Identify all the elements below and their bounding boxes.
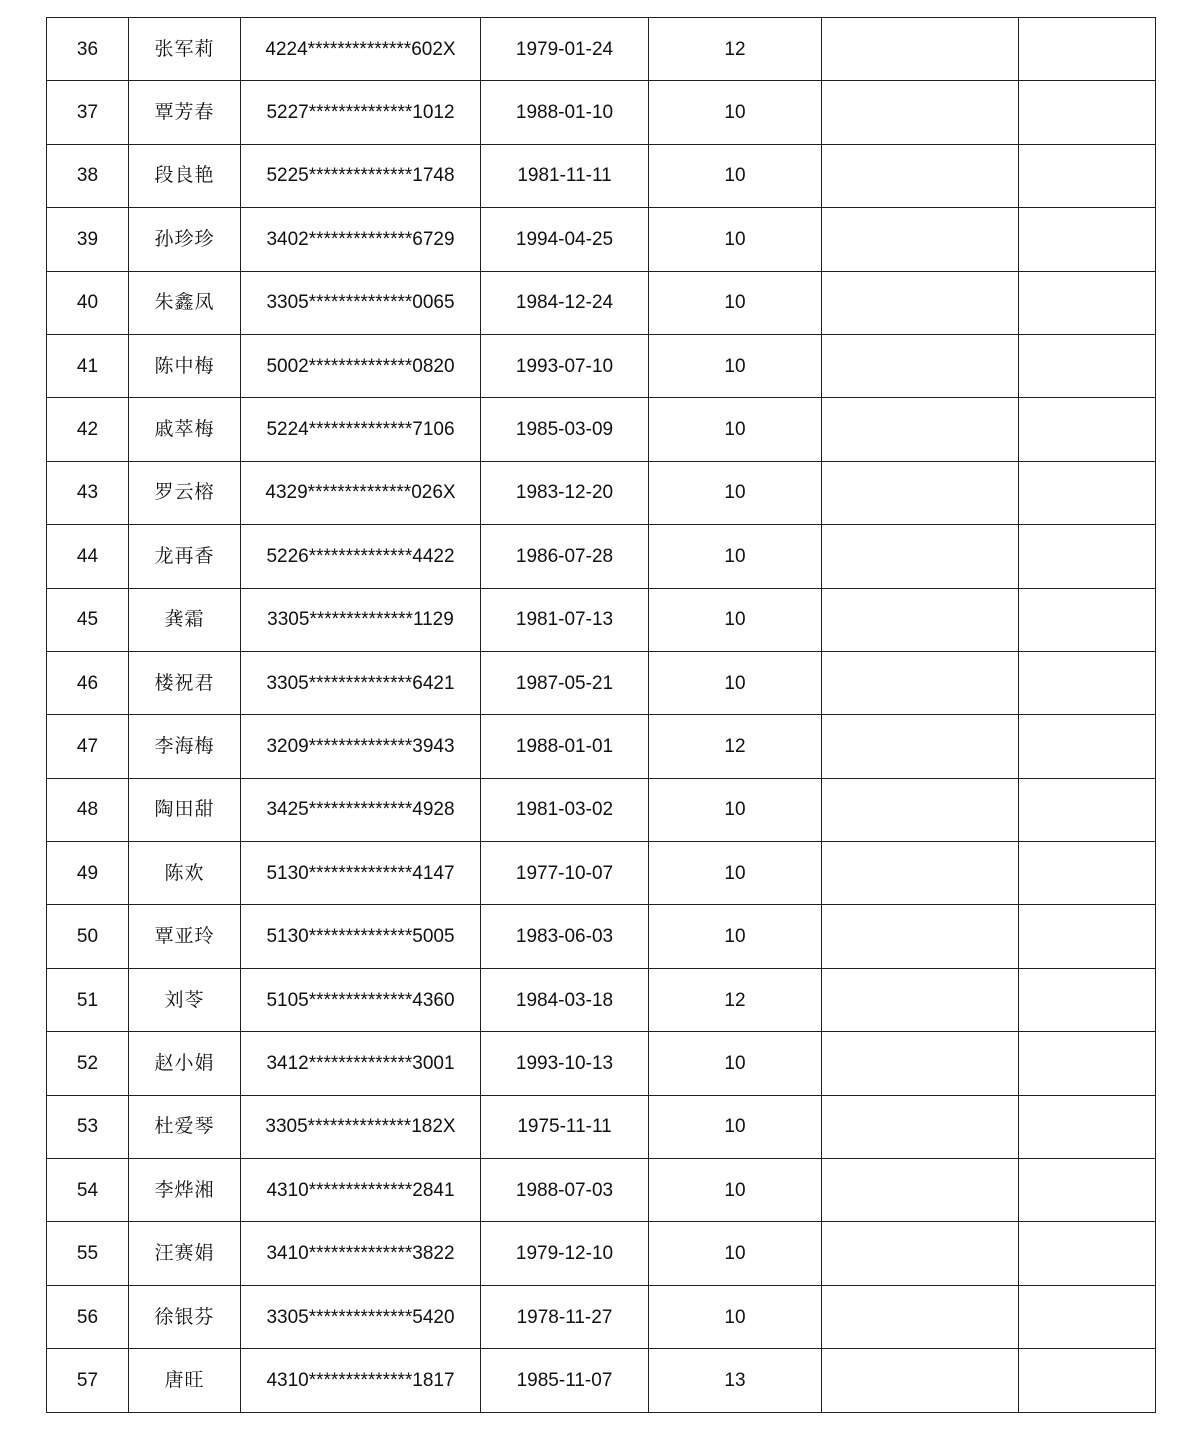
birth-date-cell: 1988-01-01 [481,715,649,778]
table-row [47,18,1156,81]
name-cell: 李烨湘 [129,1159,241,1222]
row-number-cell: 54 [47,1159,129,1222]
blank-cell [1019,905,1156,968]
table-row [47,778,1156,841]
value-cell: 10 [649,1159,822,1222]
blank-cell [1019,271,1156,334]
name-cell: 陶田甜 [129,778,241,841]
blank-cell [1019,968,1156,1031]
name-cell: 朱鑫凤 [129,271,241,334]
id-number-cell: 3305**************182X [241,1095,481,1158]
birth-date-cell: 1978-11-27 [481,1285,649,1348]
blank-cell [1019,778,1156,841]
row-number-cell: 51 [47,968,129,1031]
name-cell: 刘苓 [129,968,241,1031]
row-number-cell: 55 [47,1222,129,1285]
row-number-cell: 39 [47,208,129,271]
row-number-cell: 38 [47,144,129,207]
name-cell: 龙再香 [129,525,241,588]
id-number-cell: 5130**************4147 [241,842,481,905]
blank-cell [1019,1222,1156,1285]
name-cell: 孙珍珍 [129,208,241,271]
name-cell: 龚霜 [129,588,241,651]
id-number-cell: 5226**************4422 [241,525,481,588]
birth-date-cell: 1993-07-10 [481,334,649,397]
blank-cell [822,651,1019,714]
table-row [47,842,1156,905]
id-number-cell: 3305**************1129 [241,588,481,651]
blank-cell [1019,1159,1156,1222]
birth-date-cell: 1984-03-18 [481,968,649,1031]
row-number-cell: 46 [47,651,129,714]
blank-cell [822,968,1019,1031]
table-row [47,398,1156,461]
name-cell: 段良艳 [129,144,241,207]
id-number-cell: 5225**************1748 [241,144,481,207]
birth-date-cell: 1985-11-07 [481,1349,649,1412]
id-number-cell: 5224**************7106 [241,398,481,461]
id-number-cell: 5130**************5005 [241,905,481,968]
row-number-cell: 56 [47,1285,129,1348]
table-row [47,1285,1156,1348]
blank-cell [822,461,1019,524]
blank-cell [1019,651,1156,714]
table-row [47,1349,1156,1412]
name-cell: 陈欢 [129,842,241,905]
blank-cell [1019,461,1156,524]
value-cell: 10 [649,1095,822,1158]
id-number-cell: 3410**************3822 [241,1222,481,1285]
blank-cell [1019,588,1156,651]
blank-cell [1019,1349,1156,1412]
value-cell: 10 [649,1032,822,1095]
value-cell: 10 [649,1285,822,1348]
blank-cell [822,588,1019,651]
row-number-cell: 36 [47,18,129,81]
row-number-cell: 42 [47,398,129,461]
roster-body [47,18,1156,1413]
name-cell: 罗云榕 [129,461,241,524]
id-number-cell: 3209**************3943 [241,715,481,778]
row-number-cell: 47 [47,715,129,778]
blank-cell [822,208,1019,271]
table-row [47,1159,1156,1222]
id-number-cell: 4310**************2841 [241,1159,481,1222]
birth-date-cell: 1981-11-11 [481,144,649,207]
name-cell: 赵小娟 [129,1032,241,1095]
value-cell: 10 [649,81,822,144]
row-number-cell: 45 [47,588,129,651]
row-number-cell: 52 [47,1032,129,1095]
name-cell: 李海梅 [129,715,241,778]
blank-cell [1019,208,1156,271]
name-cell: 楼祝君 [129,651,241,714]
value-cell: 10 [649,525,822,588]
row-number-cell: 44 [47,525,129,588]
blank-cell [1019,81,1156,144]
blank-cell [822,715,1019,778]
blank-cell [822,334,1019,397]
birth-date-cell: 1981-07-13 [481,588,649,651]
birth-date-cell: 1983-12-20 [481,461,649,524]
blank-cell [1019,842,1156,905]
table-row [47,588,1156,651]
blank-cell [1019,144,1156,207]
birth-date-cell: 1984-12-24 [481,271,649,334]
birth-date-cell: 1988-01-10 [481,81,649,144]
value-cell: 10 [649,905,822,968]
id-number-cell: 3412**************3001 [241,1032,481,1095]
table-row [47,525,1156,588]
table-row [47,905,1156,968]
blank-cell [822,1159,1019,1222]
blank-cell [822,271,1019,334]
name-cell: 张军莉 [129,18,241,81]
id-number-cell: 3305**************5420 [241,1285,481,1348]
name-cell: 戚萃梅 [129,398,241,461]
row-number-cell: 57 [47,1349,129,1412]
id-number-cell: 3425**************4928 [241,778,481,841]
blank-cell [822,1222,1019,1285]
birth-date-cell: 1993-10-13 [481,1032,649,1095]
table-row [47,208,1156,271]
blank-cell [1019,398,1156,461]
row-number-cell: 53 [47,1095,129,1158]
row-number-cell: 50 [47,905,129,968]
value-cell: 10 [649,271,822,334]
row-number-cell: 49 [47,842,129,905]
birth-date-cell: 1977-10-07 [481,842,649,905]
table-row [47,1222,1156,1285]
name-cell: 陈中梅 [129,334,241,397]
id-number-cell: 5105**************4360 [241,968,481,1031]
blank-cell [1019,1095,1156,1158]
table-row [47,81,1156,144]
name-cell: 徐银芬 [129,1285,241,1348]
blank-cell [822,81,1019,144]
table-row [47,1032,1156,1095]
id-number-cell: 5227**************1012 [241,81,481,144]
birth-date-cell: 1988-07-03 [481,1159,649,1222]
birth-date-cell: 1994-04-25 [481,208,649,271]
name-cell: 唐旺 [129,1349,241,1412]
value-cell: 10 [649,651,822,714]
row-number-cell: 48 [47,778,129,841]
name-cell: 覃芳春 [129,81,241,144]
value-cell: 10 [649,334,822,397]
blank-cell [1019,1285,1156,1348]
table-row [47,651,1156,714]
blank-cell [822,1285,1019,1348]
birth-date-cell: 1981-03-02 [481,778,649,841]
name-cell: 杜爱琴 [129,1095,241,1158]
blank-cell [822,1032,1019,1095]
value-cell: 12 [649,18,822,81]
value-cell: 10 [649,1222,822,1285]
table-row [47,334,1156,397]
blank-cell [822,398,1019,461]
blank-cell [822,778,1019,841]
blank-cell [822,144,1019,207]
birth-date-cell: 1985-03-09 [481,398,649,461]
value-cell: 10 [649,461,822,524]
blank-cell [822,18,1019,81]
blank-cell [1019,715,1156,778]
birth-date-cell: 1987-05-21 [481,651,649,714]
value-cell: 10 [649,588,822,651]
value-cell: 10 [649,398,822,461]
value-cell: 10 [649,208,822,271]
blank-cell [822,842,1019,905]
blank-cell [1019,525,1156,588]
blank-cell [1019,334,1156,397]
table-row [47,715,1156,778]
value-cell: 12 [649,715,822,778]
value-cell: 10 [649,778,822,841]
id-number-cell: 4224**************602X [241,18,481,81]
table-row [47,271,1156,334]
value-cell: 12 [649,968,822,1031]
value-cell: 13 [649,1349,822,1412]
id-number-cell: 4329**************026X [241,461,481,524]
name-cell: 汪赛娟 [129,1222,241,1285]
id-number-cell: 3305**************6421 [241,651,481,714]
value-cell: 10 [649,144,822,207]
row-number-cell: 37 [47,81,129,144]
name-cell: 覃亚玲 [129,905,241,968]
row-number-cell: 41 [47,334,129,397]
table-row [47,1095,1156,1158]
id-number-cell: 4310**************1817 [241,1349,481,1412]
birth-date-cell: 1983-06-03 [481,905,649,968]
table-row [47,461,1156,524]
blank-cell [1019,1032,1156,1095]
birth-date-cell: 1986-07-28 [481,525,649,588]
row-number-cell: 40 [47,271,129,334]
birth-date-cell: 1979-01-24 [481,18,649,81]
table-row [47,968,1156,1031]
blank-cell [822,1349,1019,1412]
value-cell: 10 [649,842,822,905]
id-number-cell: 3305**************0065 [241,271,481,334]
id-number-cell: 5002**************0820 [241,334,481,397]
blank-cell [822,1095,1019,1158]
row-number-cell: 43 [47,461,129,524]
blank-cell [1019,18,1156,81]
birth-date-cell: 1975-11-11 [481,1095,649,1158]
roster-table [46,17,1156,1413]
blank-cell [822,905,1019,968]
id-number-cell: 3402**************6729 [241,208,481,271]
birth-date-cell: 1979-12-10 [481,1222,649,1285]
table-row [47,144,1156,207]
blank-cell [822,525,1019,588]
